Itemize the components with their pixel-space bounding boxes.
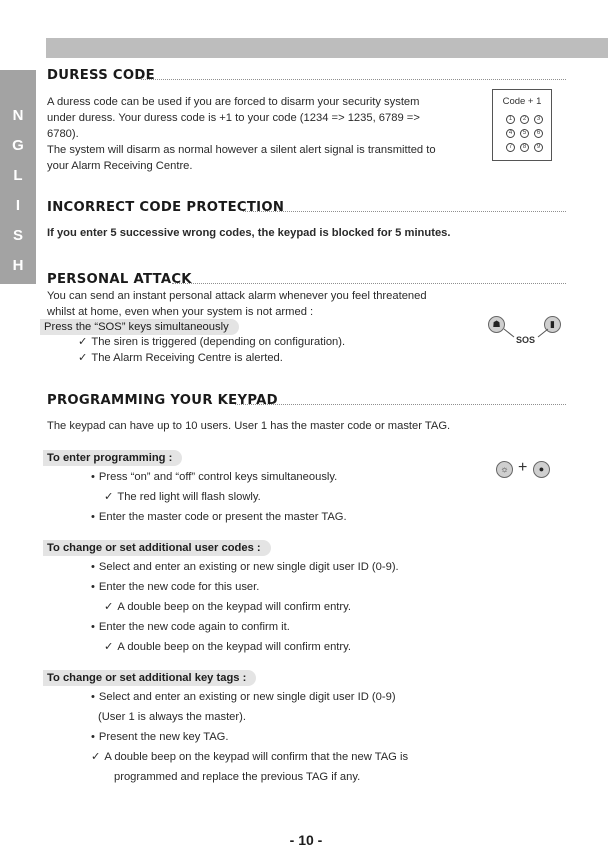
heading-dotted-rule	[243, 211, 566, 212]
user-codes-steps	[91, 559, 399, 659]
enter-programming-title	[43, 450, 182, 466]
programming-intro: The keypad can have up to 10 users. User 1 has the master code or master TAG.	[47, 420, 451, 432]
subsection-pill: To change or set additional key tags :	[43, 670, 256, 686]
keypad-key: 2	[520, 115, 529, 124]
personal-attack-checks	[78, 334, 345, 366]
header-bar	[46, 38, 608, 58]
key-tags-title	[43, 670, 256, 686]
bullet-item: • Enter the new code again to confirm it.	[91, 619, 399, 639]
personal-attack-paragraph	[47, 288, 487, 320]
enter-programming-steps	[91, 469, 347, 529]
page-number: - 10 -	[289, 832, 323, 848]
bullet-item: • Present the new key TAG.	[91, 729, 408, 749]
text-line: The system will disarm as normal however a silent alert signal is transmitted to	[47, 144, 436, 156]
keypad-label: Code + 1	[502, 96, 542, 107]
text-line: (User 1 is always the master).	[98, 711, 246, 723]
bullet-item: • Enter the master code or present the master TAG.	[91, 509, 347, 529]
section-heading-programming: PROGRAMMING YOUR KEYPAD	[47, 393, 278, 408]
section-heading-incorrect-code: INCORRECT CODE PROTECTION	[47, 200, 285, 215]
check-item: ✓ A double beep on the keypad will confirm entry.	[91, 639, 399, 659]
check-item: ✓ A double beep on the keypad will confirm that the new TAG is	[91, 749, 408, 769]
side-tab-letter: N	[12, 107, 24, 124]
subsection-pill: To change or set additional user codes :	[43, 540, 271, 556]
home-key-icon: ☗	[488, 316, 505, 333]
section-heading-duress: DURESS CODE	[47, 68, 155, 83]
duress-keypad-illustration	[492, 89, 552, 161]
side-tab-letter: L	[13, 167, 23, 184]
lock-key-icon: ▮	[544, 316, 561, 333]
sos-label: SOS	[516, 335, 536, 345]
section-heading-personal-attack: PERSONAL ATTACK	[47, 272, 192, 287]
check-item: ✓ The siren is triggered (depending on configuration).	[78, 334, 345, 350]
on-off-keys-illustration	[494, 460, 554, 480]
keypad-key: 1	[506, 115, 515, 124]
keypad-key: 9	[534, 143, 543, 152]
text-line: You can send an instant personal attack alarm whenever you feel threatened	[47, 290, 427, 302]
keypad-key: 6	[534, 129, 543, 138]
plus-sign: +	[518, 459, 528, 476]
personal-attack-instruction	[40, 319, 239, 335]
keypad-key: 3	[534, 115, 543, 124]
text-line: whilst at home, even when your system is not armed :	[47, 306, 314, 318]
incorrect-code-text: If you enter 5 successive wrong codes, the keypad is blocked for 5 minutes.	[47, 227, 451, 239]
off-key-icon: ●	[533, 461, 550, 478]
text-line: programmed and replace the previous TAG if any.	[114, 771, 361, 783]
language-side-tab	[0, 70, 36, 284]
check-item: ✓ The Alarm Receiving Centre is alerted.	[78, 350, 345, 366]
side-tab-letter: H	[12, 257, 24, 274]
heading-dotted-rule	[235, 404, 566, 405]
check-item: ✓ A double beep on the keypad will confirm entry.	[91, 599, 399, 619]
bullet-item: • Select and enter an existing or new single digit user ID (0-9).	[91, 559, 399, 579]
heading-dotted-rule	[141, 79, 566, 80]
duress-paragraph	[47, 94, 487, 174]
keypad-key: 4	[506, 129, 515, 138]
on-key-icon: ☼	[496, 461, 513, 478]
sos-keys-illustration	[486, 316, 566, 346]
subsection-pill: To enter programming :	[43, 450, 182, 466]
user-codes-title	[43, 540, 271, 556]
text-line: your Alarm Receiving Centre.	[47, 160, 193, 172]
heading-dotted-rule	[172, 283, 566, 284]
keypad-key: 8	[520, 143, 529, 152]
check-item: ✓ The red light will flash slowly.	[91, 489, 347, 509]
text-line: A duress code can be used if you are forced to disarm your security system	[47, 96, 420, 108]
text-line: under duress. Your duress code is +1 to your code (1234 => 1235, 6789 =>	[47, 112, 420, 124]
side-tab-letter: I	[15, 197, 21, 214]
text-line: 6780).	[47, 128, 79, 140]
side-tab-letter: G	[12, 137, 24, 154]
instruction-pill: Press the “SOS” keys simultaneously	[40, 319, 239, 335]
keypad-key: 7	[506, 143, 515, 152]
bullet-item: • Select and enter an existing or new single digit user ID (0-9)	[91, 689, 408, 709]
keypad-key: 5	[520, 129, 529, 138]
bullet-item: • Press “on” and “off” control keys simultaneously.	[91, 469, 347, 489]
bullet-item: • Enter the new code for this user.	[91, 579, 399, 599]
key-tags-steps	[91, 689, 408, 789]
side-tab-letter: S	[12, 227, 23, 244]
